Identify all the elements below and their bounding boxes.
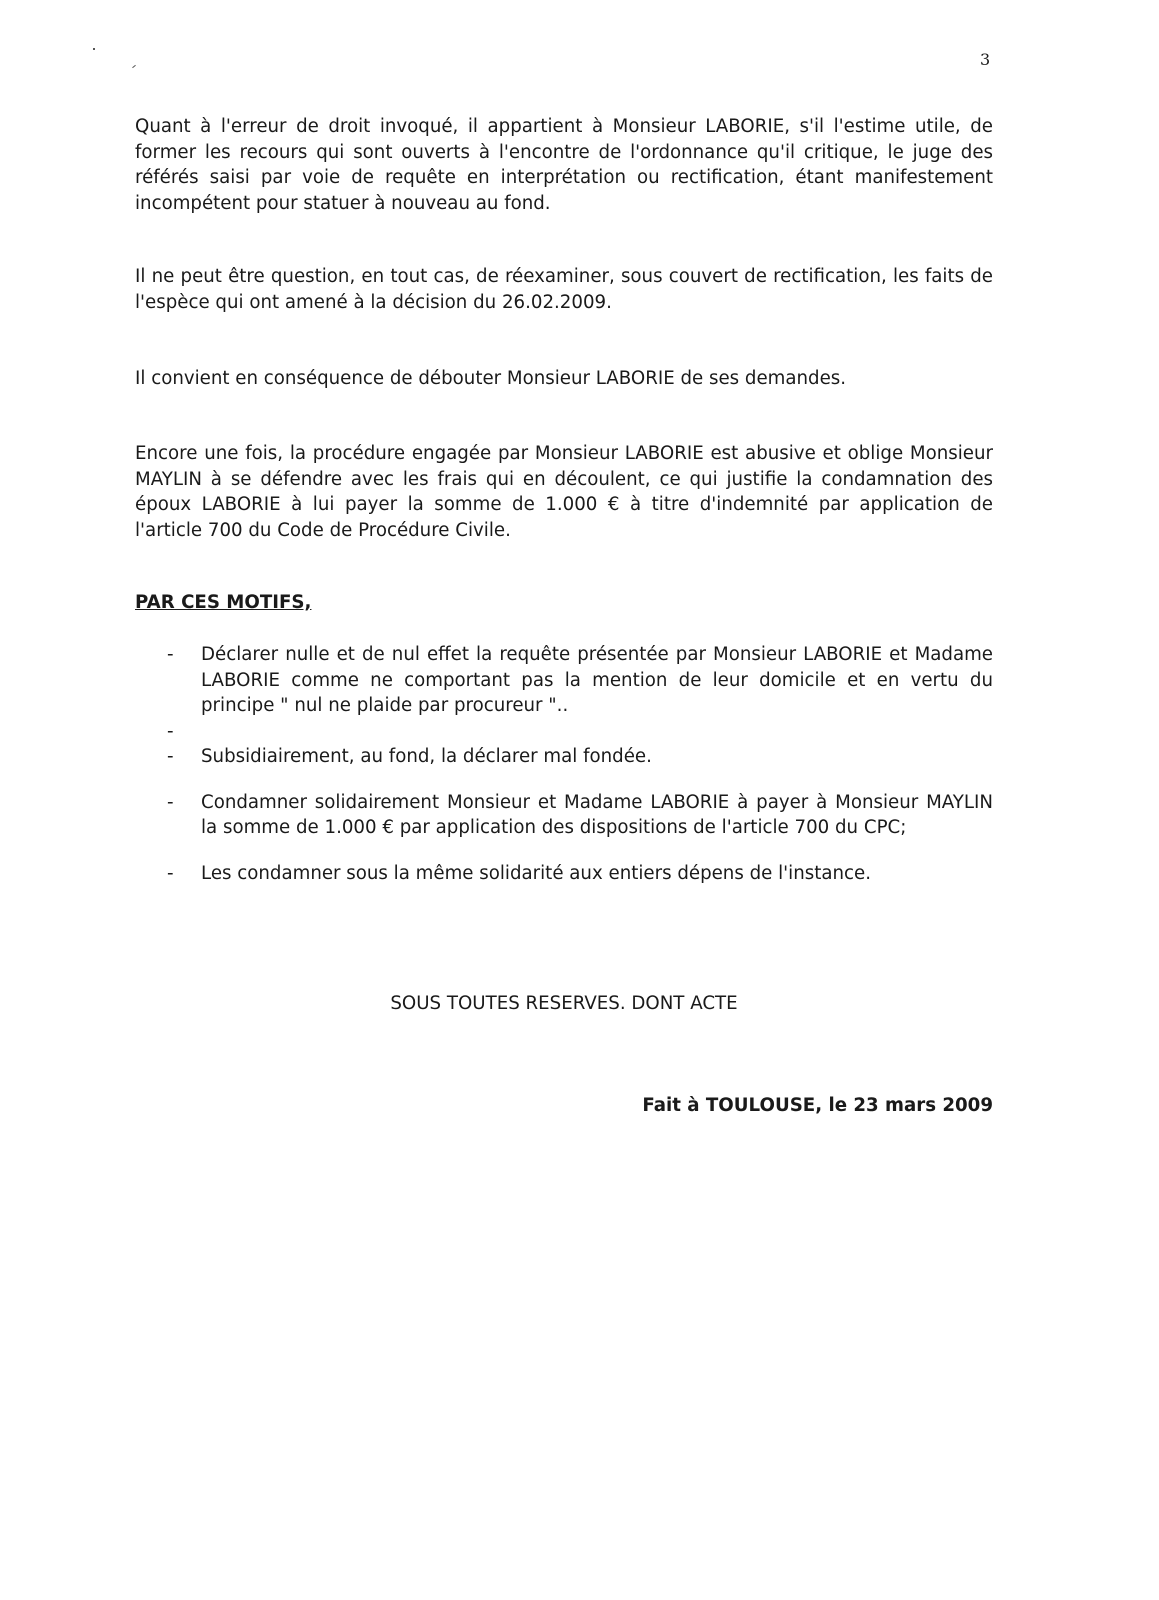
motif-item-subsidiary bbox=[135, 744, 993, 770]
scan-speck bbox=[93, 48, 95, 50]
paragraph-dismissal: Il convient en conséquence de débouter Monsieur LABORIE de ses demandes. bbox=[135, 368, 847, 389]
list-dash: - bbox=[167, 644, 174, 665]
closing-text: SOUS TOUTES RESERVES. DONT ACTE bbox=[390, 993, 738, 1014]
motif-item-condemnation bbox=[135, 790, 993, 841]
list-dash: - bbox=[167, 746, 174, 767]
motif-text: Déclarer nulle et de nul effet la requête présentée par Monsieur LABORIE et Madame LABORIE comme ne comportant pas la mention de leur domicile et en vertu du principe " nul ne plaide par procureur ".. bbox=[201, 644, 993, 716]
closing-formula bbox=[135, 993, 993, 1014]
paragraph-legal-error: Quant à l'erreur de droit invoqué, il appartient à Monsieur LABORIE, s'il l'estime utile, de former les recours qui sont ouverts à l'encontre de l'ordonnance qu'il critique, le juge des référés saisi par voie de requête en interprétation ou rectification, étant manifestement incompétent pour statuer à nouveau au fond. bbox=[135, 116, 993, 214]
page-number: 3 bbox=[980, 50, 991, 69]
list-dash: - bbox=[167, 720, 174, 742]
scan-speck bbox=[132, 65, 136, 68]
motif-text: Subsidiairement, au fond, la déclarer mal fondée. bbox=[201, 746, 652, 767]
motifs-list bbox=[135, 642, 993, 886]
motif-text: Les condamner sous la même solidarité aux entiers dépens de l'instance. bbox=[201, 862, 871, 884]
paragraph-abusive-procedure: Encore une fois, la procédure engagée par Monsieur LABORIE est abusive et oblige Monsieur MAYLIN à se défendre avec les frais qui en découlent, ce qui justifie la condamnation des époux LABORIE à lui payer la somme de 1.000 € à titre d'indemnité par application de l'article 700 du Code de Procédure Civile. bbox=[135, 443, 993, 541]
motifs-heading: PAR CES MOTIFS, bbox=[135, 592, 312, 613]
motif-text: Condamner solidairement Monsieur et Madame LABORIE à payer à Monsieur MAYLIN la somme de 1.000 € par application des dispositions de l'article 700 du CPC; bbox=[201, 791, 993, 838]
signature-line: Fait à TOULOUSE, le 23 mars 2009 bbox=[642, 1095, 993, 1116]
motif-item-nullity bbox=[135, 642, 993, 719]
motif-item-costs bbox=[135, 861, 993, 887]
list-dash: - bbox=[167, 791, 174, 813]
motif-item-empty bbox=[135, 719, 993, 745]
paragraph-no-reexamination: Il ne peut être question, en tout cas, de réexaminer, sous couvert de rectification, les faits de l'espèce qui ont amené à la décision du 26.02.2009. bbox=[135, 266, 993, 313]
list-dash: - bbox=[167, 862, 174, 884]
